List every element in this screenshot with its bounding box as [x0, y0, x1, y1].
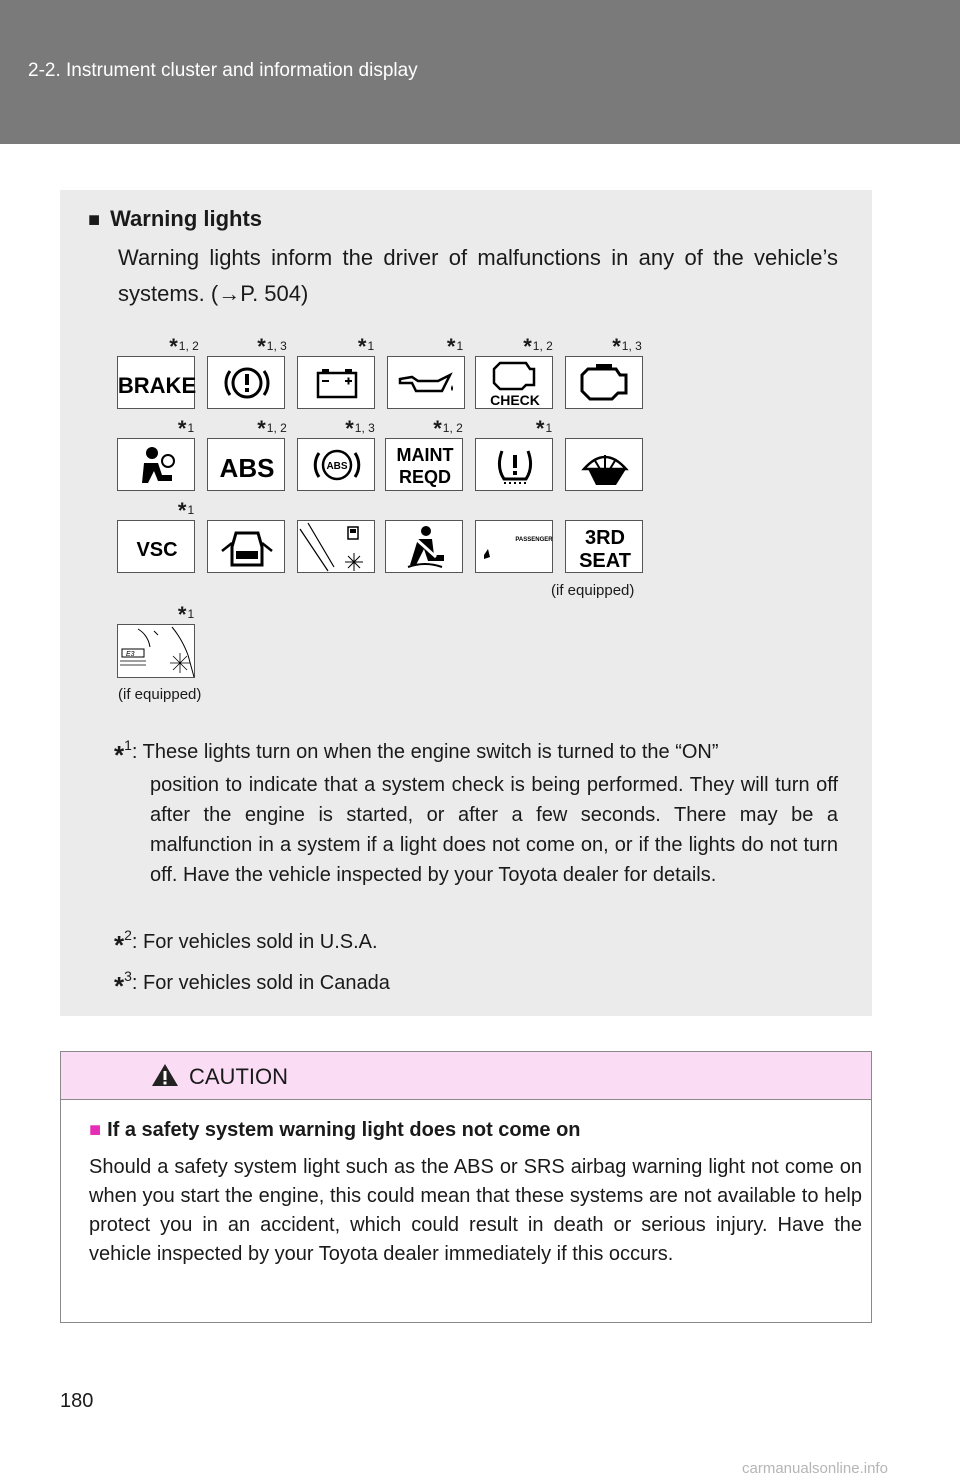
icon-note: *1: [446, 334, 464, 359]
section-heading: [88, 206, 262, 232]
warning-triangle-icon: [151, 1062, 179, 1088]
chapter-header-bar: [0, 0, 960, 144]
footnote-3: *$^3$: For vehicles sold in Canada: [114, 968, 390, 1001]
chapter-title: 2-2. Instrument cluster and information display: [28, 60, 418, 81]
passenger-seatbelt-icon: [475, 520, 553, 573]
icon-note: *1, 2: [169, 334, 199, 359]
if-equipped-label: (if equipped): [551, 582, 635, 599]
square-bullet-icon: ■: [89, 1119, 102, 1141]
vsc-icon: [117, 520, 195, 573]
icon-note: *1, 3: [612, 334, 642, 359]
icon-note: *1: [535, 416, 553, 441]
footnote-2: *$^2$: For vehicles sold in U.S.A.: [114, 927, 378, 960]
battery-icon: [297, 356, 375, 409]
abs-circle-label: ABS: [326, 461, 348, 472]
washer-fluid-icon: [565, 438, 643, 491]
caution-header: [61, 1052, 871, 1100]
oil-pressure-icon: [387, 356, 465, 409]
caution-box: [60, 1051, 872, 1323]
brake-circle-icon: [207, 356, 285, 409]
brake-label: BRAKE: [118, 373, 196, 398]
seatbelt-icon: [385, 520, 463, 573]
engine-icon: [565, 356, 643, 409]
e3-cluster-icon: [117, 624, 195, 678]
abs-circle-icon: [297, 438, 375, 491]
abs-icon: [207, 438, 285, 491]
check-engine-icon: [475, 356, 553, 409]
caution-subheading: ■ If a safety system warning light does not come on: [89, 1119, 581, 1141]
third-seat-icon: [565, 520, 643, 573]
brake-icon: [117, 356, 195, 409]
if-equipped-label: (if equipped): [118, 686, 202, 703]
low-fuel-icon: [297, 520, 375, 573]
abs-label: ABS: [219, 453, 275, 483]
check-label: CHECK: [490, 392, 540, 408]
maint-reqd-icon: [385, 438, 463, 491]
icon-note: *1, 3: [257, 334, 287, 359]
caution-body: Should a safety system light such as the ABS or SRS airbag warning light not come on when you start the engine, this could mean that these systems are not available to help protect you in an accident, which could result in death or serious injury. Have the vehicle inspected by your Toyota dealer immediately if this occurs.: [89, 1156, 862, 1265]
e3-label: E3: [126, 651, 135, 658]
icon-note: *1: [357, 334, 375, 359]
tire-pressure-icon: [475, 438, 553, 491]
page-number: 180: [60, 1390, 94, 1412]
svg-text:REQD: REQD: [398, 467, 452, 487]
svg-text:3RD: 3RD: [584, 527, 626, 549]
svg-text:MAINT: MAINT: [396, 445, 454, 465]
watermark: carmanualsonline.info: [742, 1460, 888, 1477]
svg-text:SEAT: SEAT: [579, 550, 631, 572]
icon-note: *1: [177, 498, 195, 523]
square-bullet-icon: ■: [88, 209, 101, 231]
vsc-label: VSC: [136, 539, 178, 561]
icon-note: *1, 2: [433, 416, 463, 441]
icon-note: *1, 3: [345, 416, 375, 441]
section-intro: Warning lights inform the driver of malfunctions in any of the vehicle’s systems. (→P. 504): [118, 245, 838, 306]
caution-title: CAUTION: [189, 1064, 288, 1089]
door-open-icon: [207, 520, 285, 573]
icon-note: *1, 2: [523, 334, 553, 359]
icon-note: *1: [177, 416, 195, 441]
section-heading-text: Warning lights: [110, 206, 263, 231]
footnote-1: *$^1$: These lights turn on when the engine switch is turned to the “ON” position to indicate that a system check is being performed. They will turn off after the engine is started, or after a few seconds. There may be a malfunction in a system if a light does not come on, or if the lights do not turn off. Have the vehicle inspected by your Toyota dealer for details.: [114, 737, 838, 886]
passenger-label: PASSENGER: [515, 537, 553, 543]
icon-note: *1, 2: [257, 416, 287, 441]
icon-note: *1: [177, 602, 195, 627]
srs-airbag-icon: [117, 438, 195, 491]
